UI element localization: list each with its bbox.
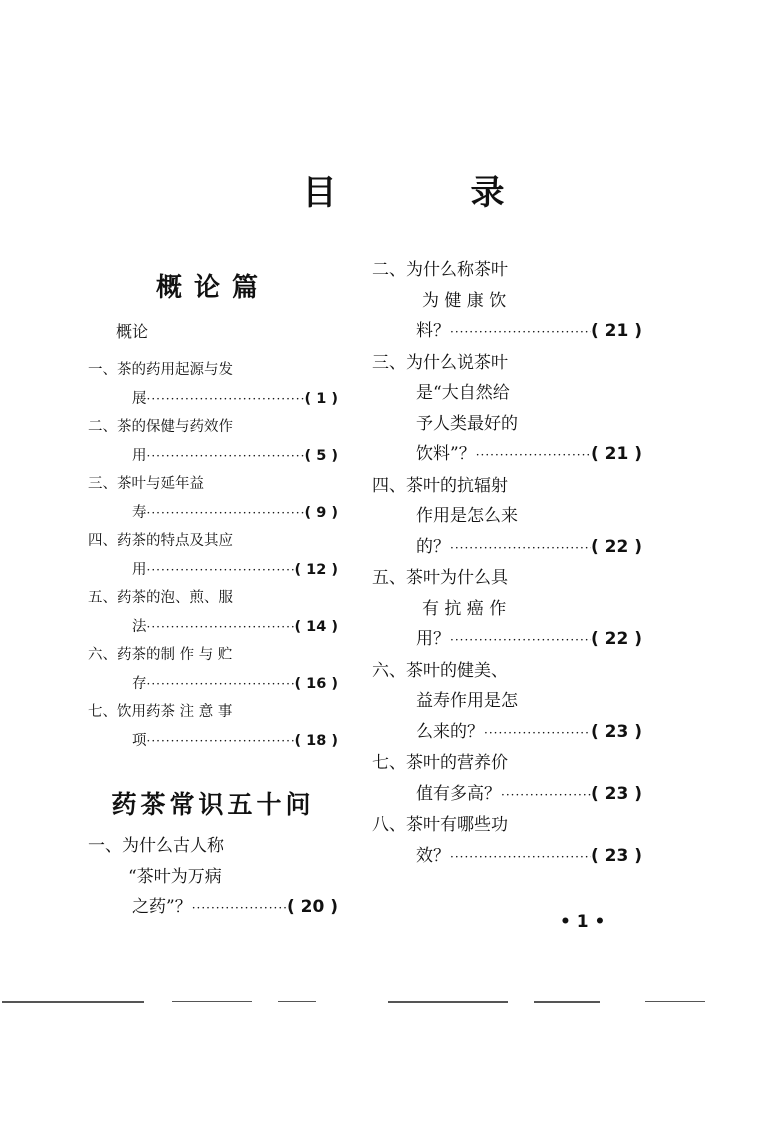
toc-entry-title: 七、饮用药茶 注 意 事 — [88, 704, 233, 720]
toc-entry-title-cont: 作用是怎么来 — [416, 506, 518, 526]
toc-left-column — [88, 270, 338, 924]
toc-entry-title-cont: 予人类最好的 — [416, 413, 518, 434]
toc-entry[interactable] — [372, 810, 642, 872]
toc-entry-title-cont: 么来的？ — [416, 721, 484, 742]
toc-entry[interactable] — [372, 471, 642, 564]
toc-entry[interactable] — [88, 641, 338, 698]
page-ref: ( 22 ) — [590, 536, 642, 557]
section-title-fifty-questions: 药茶常识五十问 — [111, 790, 315, 819]
page-number: • 1 • — [560, 912, 606, 932]
toc-entry-title: 六、茶叶的健美、 — [372, 660, 508, 681]
toc-entry[interactable] — [372, 563, 642, 656]
dot-leader — [147, 385, 305, 414]
page-ref: ( 18 ) — [294, 732, 338, 749]
page-ref: ( 23 ) — [590, 783, 642, 804]
toc-entry-title: 一、茶的药用起源与发 — [88, 362, 233, 378]
scan-edge-line — [534, 1001, 600, 1003]
dot-leader — [450, 317, 591, 348]
page-ref: ( 16 ) — [294, 675, 338, 692]
dot-leader — [147, 442, 305, 471]
toc-entry-title-cont: 之药”？ — [132, 897, 192, 917]
toc-entry-title-cont: 饮料”？ — [416, 444, 476, 464]
toc-entry-title: 八、茶叶有哪些功 — [372, 815, 508, 835]
page-ref: ( 9 ) — [304, 504, 338, 521]
toc-entry-title-cont: 展 — [132, 390, 147, 407]
toc-entry[interactable] — [88, 698, 338, 755]
toc-entry-title-cont: 项 — [132, 732, 147, 749]
page-ref: ( 14 ) — [294, 618, 338, 635]
toc-right-column — [372, 255, 642, 872]
dot-leader — [501, 780, 591, 811]
dot-leader — [147, 556, 295, 585]
dot-leader — [147, 613, 295, 642]
toc-entry-title: 一、为什么古人称 — [88, 836, 224, 856]
dot-leader — [476, 440, 591, 471]
dot-leader — [147, 670, 295, 699]
toc-entry[interactable] — [88, 831, 338, 924]
toc-entry-title-cont: 寿 — [132, 504, 147, 521]
page-ref: ( 1 ) — [304, 390, 338, 407]
toc-entry-title-cont: 用 — [132, 447, 147, 464]
page-ref: ( 23 ) — [590, 845, 642, 866]
toc-entry[interactable] — [88, 527, 338, 584]
scan-edge-line — [278, 1001, 316, 1002]
toc-entry[interactable] — [88, 584, 338, 641]
toc-entry[interactable] — [88, 413, 338, 470]
toc-entry-title-cont: 为 健 康 饮 — [422, 290, 507, 311]
toc-entry-title: 四、药茶的特点及其应 — [88, 533, 233, 549]
toc-entry-title-cont: 是“大自然给 — [416, 383, 510, 403]
toc-entry-title: 三、为什么说茶叶 — [372, 352, 508, 373]
toc-entry-title-cont: 值有多高？ — [416, 783, 501, 804]
dot-leader — [147, 499, 305, 528]
toc-entry-title-cont: 用？ — [416, 629, 450, 649]
toc-entry-title-cont: 法 — [132, 618, 147, 635]
scan-edge-line — [388, 1001, 508, 1003]
toc-entry-title-cont: 效？ — [416, 845, 450, 866]
toc-entry-title-cont: 有 抗 癌 作 — [422, 598, 507, 619]
toc-entry[interactable] — [372, 748, 642, 810]
dot-leader — [450, 625, 591, 656]
toc-entry[interactable] — [88, 470, 338, 527]
page-ref: ( 5 ) — [304, 447, 338, 464]
subsection-title-overview: 概论 — [116, 322, 149, 341]
dot-leader — [192, 893, 287, 924]
toc-entry-title-cont: 益寿作用是怎 — [416, 691, 518, 711]
toc-entry-title-cont: 料？ — [416, 321, 450, 341]
page-ref: ( 20 ) — [286, 897, 338, 917]
page-ref: ( 23 ) — [590, 721, 642, 742]
page-ref: ( 21 ) — [590, 444, 642, 464]
toc-entry[interactable] — [372, 255, 642, 348]
toc-entry-title: 四、茶叶的抗辐射 — [372, 475, 508, 496]
scan-edge-line — [172, 1001, 252, 1002]
toc-entry-title-cont: “茶叶为万病 — [128, 866, 222, 887]
toc-entry-title: 二、茶的保健与药效作 — [88, 419, 233, 435]
toc-entry-title: 七、茶叶的营养价 — [372, 753, 508, 773]
toc-entry-title-cont: 用 — [132, 561, 147, 578]
page-ref: ( 21 ) — [590, 321, 642, 341]
toc-entry-title: 二、为什么称茶叶 — [372, 260, 508, 280]
toc-entry[interactable] — [372, 656, 642, 749]
dot-leader — [450, 842, 591, 873]
toc-entry-title: 五、药茶的泡、煎、服 — [88, 590, 233, 606]
dot-leader — [484, 718, 591, 749]
page-ref: ( 22 ) — [590, 629, 642, 649]
page-title: 目 录 — [302, 173, 555, 213]
page-ref: ( 12 ) — [294, 561, 338, 578]
toc-entry-title: 五、茶叶为什么具 — [372, 568, 508, 588]
toc-entry[interactable] — [88, 356, 338, 413]
toc-entry[interactable] — [372, 348, 642, 471]
section-title-overview: 概论篇 — [155, 273, 270, 303]
toc-entry-title-cont: 存 — [132, 675, 147, 692]
toc-entry-title: 三、茶叶与延年益 — [88, 476, 204, 492]
dot-leader — [450, 533, 591, 564]
toc-entry-title-cont: 的？ — [416, 536, 450, 557]
dot-leader — [147, 727, 295, 756]
scan-edge-line — [2, 1001, 144, 1003]
toc-entry-title: 六、药茶的制 作 与 贮 — [88, 647, 233, 663]
scan-edge-line — [645, 1001, 705, 1002]
